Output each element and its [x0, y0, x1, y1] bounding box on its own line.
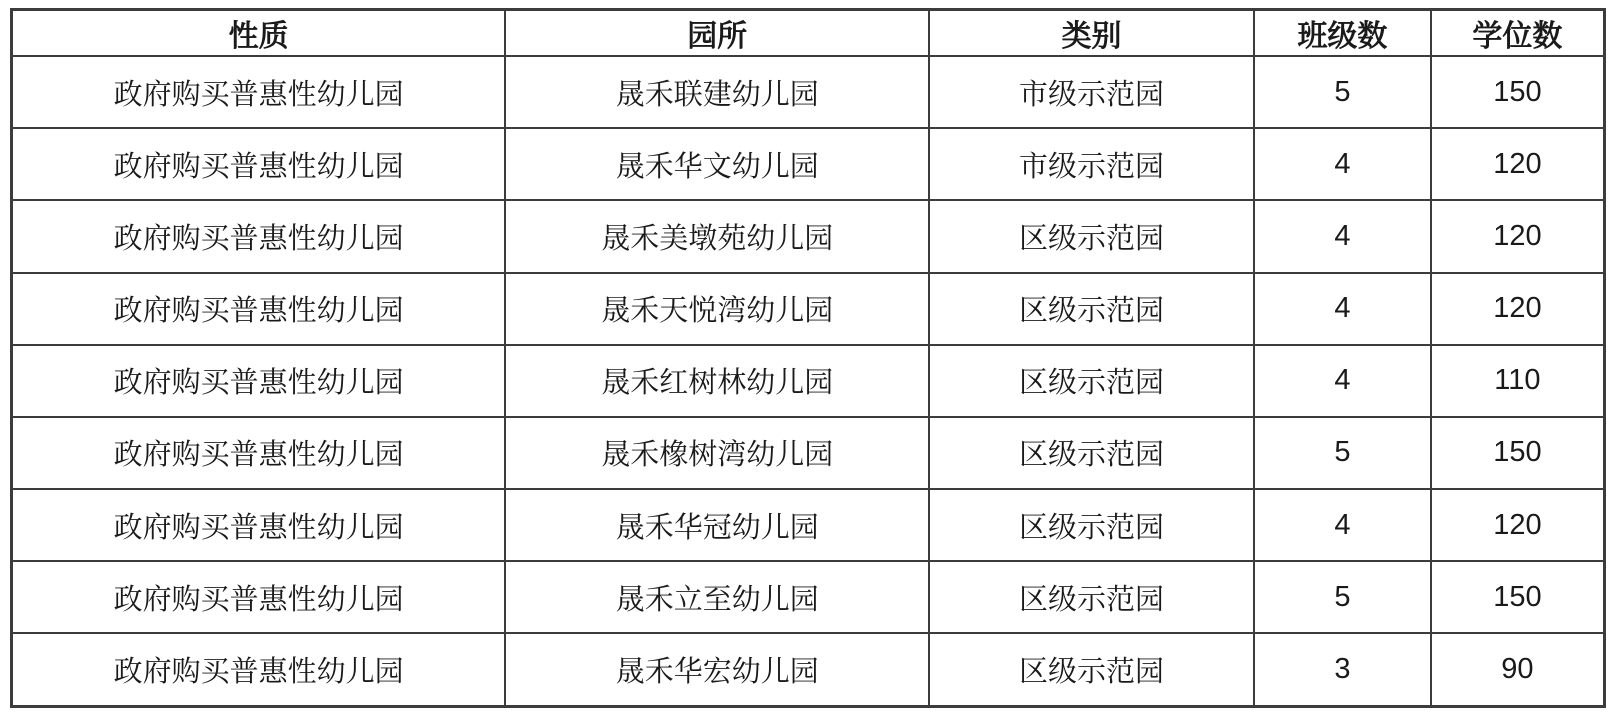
table-cell: 5 — [1254, 56, 1431, 128]
table-cell: 政府购买普惠性幼儿园 — [12, 633, 506, 706]
table-cell: 晟禾华宏幼儿园 — [505, 633, 929, 706]
header-category: 类别 — [929, 10, 1254, 57]
header-row — [12, 10, 1605, 57]
table-cell: 区级示范园 — [929, 633, 1254, 706]
table-cell: 120 — [1431, 200, 1605, 272]
table-cell: 晟禾华文幼儿园 — [505, 128, 929, 200]
table-cell: 政府购买普惠性幼儿园 — [12, 273, 506, 345]
table-row — [12, 489, 1605, 561]
table-cell: 150 — [1431, 56, 1605, 128]
table-cell: 区级示范园 — [929, 200, 1254, 272]
table-cell: 政府购买普惠性幼儿园 — [12, 345, 506, 417]
table-cell: 政府购买普惠性幼儿园 — [12, 417, 506, 489]
table-cell: 政府购买普惠性幼儿园 — [12, 128, 506, 200]
table-cell: 晟禾美墩苑幼儿园 — [505, 200, 929, 272]
header-seat-count: 学位数 — [1431, 10, 1605, 57]
table-row — [12, 200, 1605, 272]
kindergarten-table — [10, 8, 1606, 708]
table-cell: 3 — [1254, 633, 1431, 706]
table-cell: 5 — [1254, 417, 1431, 489]
table-cell: 4 — [1254, 200, 1431, 272]
header-nature: 性质 — [12, 10, 506, 57]
table-cell: 120 — [1431, 128, 1605, 200]
table-cell: 区级示范园 — [929, 561, 1254, 633]
table-cell: 150 — [1431, 417, 1605, 489]
header-class-count: 班级数 — [1254, 10, 1431, 57]
table-row — [12, 345, 1605, 417]
table-cell: 政府购买普惠性幼儿园 — [12, 56, 506, 128]
table-row — [12, 417, 1605, 489]
table-body — [12, 56, 1605, 707]
table-cell: 晟禾联建幼儿园 — [505, 56, 929, 128]
table-cell: 市级示范园 — [929, 56, 1254, 128]
table-row — [12, 561, 1605, 633]
table-cell: 区级示范园 — [929, 345, 1254, 417]
table-cell: 4 — [1254, 128, 1431, 200]
table-cell: 4 — [1254, 489, 1431, 561]
table-cell: 4 — [1254, 345, 1431, 417]
table-cell: 120 — [1431, 489, 1605, 561]
table-cell: 区级示范园 — [929, 417, 1254, 489]
table-row — [12, 273, 1605, 345]
table-cell: 晟禾华冠幼儿园 — [505, 489, 929, 561]
table-cell: 政府购买普惠性幼儿园 — [12, 200, 506, 272]
table-cell: 区级示范园 — [929, 273, 1254, 345]
table-cell: 5 — [1254, 561, 1431, 633]
table-cell: 90 — [1431, 633, 1605, 706]
header-garden: 园所 — [505, 10, 929, 57]
table-cell: 晟禾天悦湾幼儿园 — [505, 273, 929, 345]
table-cell: 市级示范园 — [929, 128, 1254, 200]
table-cell: 晟禾红树林幼儿园 — [505, 345, 929, 417]
table-cell: 晟禾立至幼儿园 — [505, 561, 929, 633]
table-cell: 4 — [1254, 273, 1431, 345]
table-cell: 110 — [1431, 345, 1605, 417]
table-row — [12, 128, 1605, 200]
table-header — [12, 10, 1605, 57]
table-cell: 150 — [1431, 561, 1605, 633]
table-cell: 区级示范园 — [929, 489, 1254, 561]
table-cell: 晟禾橡树湾幼儿园 — [505, 417, 929, 489]
table-row — [12, 633, 1605, 706]
table-row — [12, 56, 1605, 128]
table-cell: 政府购买普惠性幼儿园 — [12, 489, 506, 561]
table-cell: 120 — [1431, 273, 1605, 345]
table-cell: 政府购买普惠性幼儿园 — [12, 561, 506, 633]
